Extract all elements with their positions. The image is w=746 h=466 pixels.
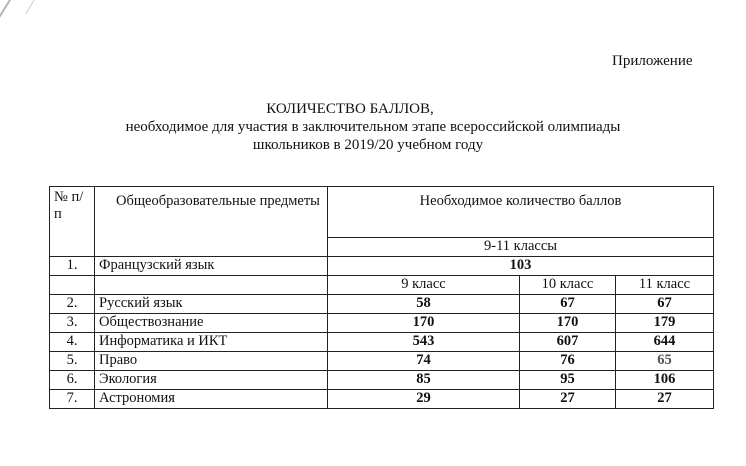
row-subject: Астрономия bbox=[95, 390, 328, 409]
header-number: № п/п bbox=[50, 187, 95, 257]
row-score-grade-9: 58 bbox=[328, 295, 520, 314]
row-number: 7. bbox=[50, 390, 95, 409]
row-score-grade-10: 76 bbox=[520, 352, 616, 371]
row-score-grade-11: 67 bbox=[616, 295, 714, 314]
table-row bbox=[50, 333, 714, 352]
row-number: 5. bbox=[50, 352, 95, 371]
title-line-2: необходимое для участия в заключительном этапе всероссийской олимпиады bbox=[125, 119, 621, 135]
row-score-grade-9: 85 bbox=[328, 371, 520, 390]
document-title bbox=[0, 100, 746, 154]
row-subject: Обществознание bbox=[95, 314, 328, 333]
row-number: 4. bbox=[50, 333, 95, 352]
row-score-grade-9: 170 bbox=[328, 314, 520, 333]
header-subjects: Общеобразовательные предметы bbox=[95, 187, 328, 257]
table-header-row bbox=[50, 187, 714, 238]
header-grades-all: 9-11 классы bbox=[328, 238, 714, 257]
scores-table bbox=[49, 186, 714, 409]
table-row bbox=[50, 352, 714, 371]
table-row bbox=[50, 257, 714, 276]
row-score-grade-11: 27 bbox=[616, 390, 714, 409]
row-subject: Информатика и ИКТ bbox=[95, 333, 328, 352]
table-row bbox=[50, 314, 714, 333]
table-subheader-row bbox=[50, 276, 714, 295]
row-score-grade-11: 106 bbox=[616, 371, 714, 390]
row-subject: Экология bbox=[95, 371, 328, 390]
scan-edge-mark bbox=[0, 0, 29, 31]
row-number: 2. bbox=[50, 295, 95, 314]
row-score-grade-10: 67 bbox=[520, 295, 616, 314]
row-number: 3. bbox=[50, 314, 95, 333]
title-line-3: школьников в 2019/20 учебном году bbox=[252, 137, 484, 153]
table-row bbox=[50, 371, 714, 390]
row-score-grade-11: 644 bbox=[616, 333, 714, 352]
row-score-grade-10: 95 bbox=[520, 371, 616, 390]
scan-edge-mark-2 bbox=[26, 0, 47, 14]
row-score-all: 103 bbox=[328, 257, 714, 276]
row-subject: Русский язык bbox=[95, 295, 328, 314]
empty-cell bbox=[95, 276, 328, 295]
appendix-label: Приложение bbox=[612, 53, 693, 69]
row-score-grade-10: 27 bbox=[520, 390, 616, 409]
empty-cell bbox=[50, 276, 95, 295]
header-grade-11: 11 класс bbox=[616, 276, 714, 295]
row-score-grade-9: 74 bbox=[328, 352, 520, 371]
row-number: 1. bbox=[50, 257, 95, 276]
title-line-1: КОЛИЧЕСТВО БАЛЛОВ, bbox=[266, 101, 434, 117]
row-number: 6. bbox=[50, 371, 95, 390]
header-grade-9: 9 класс bbox=[328, 276, 520, 295]
header-grade-10: 10 класс bbox=[520, 276, 616, 295]
table-row bbox=[50, 295, 714, 314]
row-score-grade-9: 543 bbox=[328, 333, 520, 352]
row-subject: Французский язык bbox=[95, 257, 328, 276]
table-row bbox=[50, 390, 714, 409]
row-score-grade-10: 170 bbox=[520, 314, 616, 333]
header-required-score: Необходимое количество баллов bbox=[328, 187, 714, 238]
row-score-grade-11: 179 bbox=[616, 314, 714, 333]
row-score-grade-9: 29 bbox=[328, 390, 520, 409]
row-score-grade-10: 607 bbox=[520, 333, 616, 352]
row-score-grade-11: 65 bbox=[616, 352, 714, 371]
row-subject: Право bbox=[95, 352, 328, 371]
